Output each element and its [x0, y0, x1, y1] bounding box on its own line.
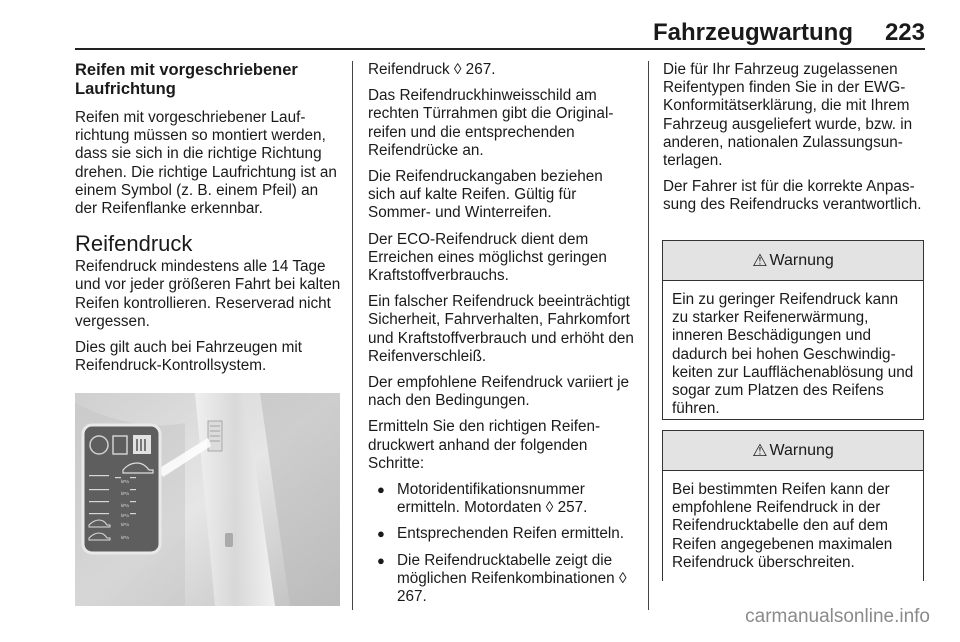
label-row-unit: kPa [121, 535, 129, 540]
paragraph: Der empfohlene Reifendruck variiert je nach den Bedingungen. [368, 374, 630, 410]
label-row-unit: kPa [121, 503, 129, 508]
page-header [75, 0, 925, 49]
pressure-label-closeup [83, 425, 160, 553]
paragraph: Reifendruck ◊ 267. [368, 61, 496, 78]
list-item: ● Motoridentifikationsnummer ermitteln. Motordaten ◊ 257. [368, 481, 634, 517]
paragraph: Der Fahrer ist für die korrekte Anpassung des Reifendrucks verantwortlich. [663, 178, 922, 214]
label-row-unit: kPa [121, 513, 129, 518]
warning-box-2 [662, 430, 924, 581]
label-row-unit: kPa [121, 491, 129, 496]
paragraph: Reifen mit vorgeschriebener Laufrichtung müssen so montiert werden, dass sie sich in die richtige Richtung drehen. Die richtige Laufrichtung ist an einem Symbol (z. B. einem Pfeil) an der Reifenflanke erkennbar. [75, 109, 337, 218]
warning-triangle-icon: ⚠ [752, 250, 768, 270]
warning-text: Ein zu geringer Reifendruck kann zu starker Reifenerwärmung, inneren Beschädigungen und dadurch bei hohen Geschwindigkeiten zur Laufflächenablösung und sogar zum Platzen des Reifens führen. [672, 291, 914, 418]
column-2 [368, 61, 634, 614]
page-title: Fahrzeugwartung [652, 19, 853, 46]
list-item: ● Die Reifendrucktabelle zeigt die möglichen Reifenkombinationen ◊ 267. [368, 552, 634, 607]
paragraph: Ein falscher Reifendruck beeinträchtigt Sicherheit, Fahrverhalten, Fahrkomfort und Kraftstoffverbrauch und erhöht den Reifenverschleiß. [368, 293, 634, 365]
paragraph: Dies gilt auch bei Fahrzeugen mit Reifendruck-Kontrollsystem. [75, 339, 303, 375]
warning-triangle-icon: ⚠ [752, 440, 768, 460]
warning-title: Warnung [769, 251, 834, 269]
paragraph: Der ECO-Reifendruck dient dem Erreichen eines möglichst geringen Kraftstoffverbrauchs. [368, 230, 607, 285]
steps-list [368, 481, 634, 606]
warning-header [663, 241, 923, 281]
paragraph: Die Reifendruckangaben beziehen sich auf kalte Reifen. Gültig für Sommer- und Winterreifen. [368, 168, 603, 222]
door-frame-illustration [75, 393, 340, 606]
paragraph: Ermitteln Sie den richtigen Reifendruckwert anhand der folgenden Schritte: [368, 418, 601, 472]
warning-title: Warnung [769, 441, 834, 459]
warning-header [663, 431, 923, 471]
list-item: ● Entsprechenden Reifen ermitteln. [368, 525, 634, 543]
subheading-laufrichtung: Reifen mit vorgeschriebener Laufrichtung [75, 61, 298, 98]
header-rule [75, 48, 925, 50]
paragraph: Reifendruck mindestens alle 14 Tage und vor jeder größeren Fahrt bei kalten Reifen kontrollieren. Reserverad nicht vergessen. [75, 258, 341, 330]
column-1 [75, 61, 341, 383]
column-divider-2 [648, 61, 649, 610]
label-row-unit: kPa [121, 479, 129, 484]
section-heading-reifendruck: Reifendruck [75, 231, 193, 257]
page-number: 223 [884, 19, 925, 46]
paragraph: Das Reifendruckhinweisschild am rechten Türrahmen gibt die Originalreifen und die entsprechenden Reifendrücke an. [368, 87, 614, 159]
column-divider-1 [352, 61, 353, 610]
tire-pressure-label-figure [75, 393, 340, 606]
warning-box-1 [662, 240, 924, 420]
label-row-unit: kPa [121, 522, 129, 527]
column-3 [663, 61, 925, 223]
paragraph: Die für Ihr Fahrzeug zugelassenen Reifentypen finden Sie in der EWG-Konformitätserklärung, die mit Ihrem Fahrzeug ausgeliefert wurde, bzw. in anderen, nationalen Zulassungsunterlagen. [663, 61, 913, 170]
watermark: carmanualsonline.info [745, 606, 930, 627]
warning-text: Bei bestimmten Reifen kann der empfohlene Reifendruck in der Reifendrucktabelle den auf dem Reifen angegebenen maximalen Reifendruck überschreiten. [672, 481, 893, 571]
